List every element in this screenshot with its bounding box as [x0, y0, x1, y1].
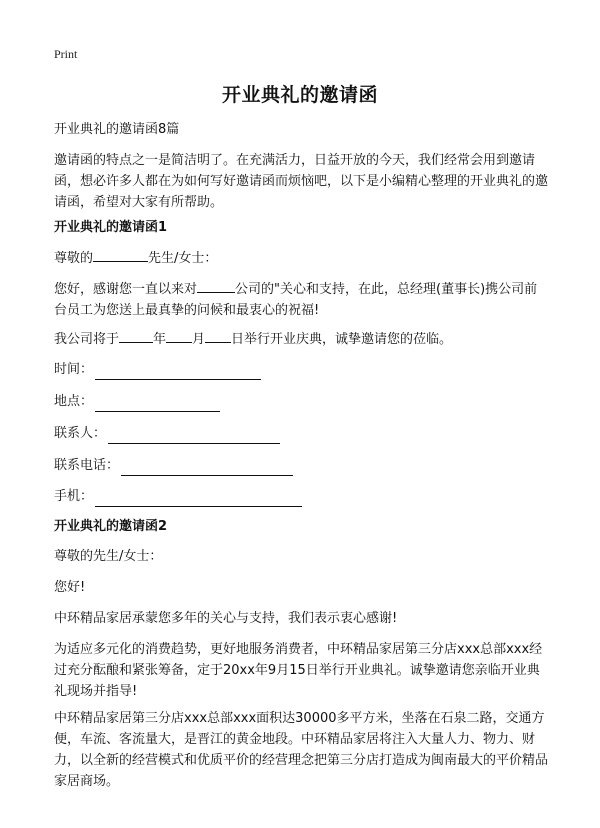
day-blank [205, 328, 231, 343]
field-location [54, 391, 552, 412]
letter2-paragraph1: 中环精品家居承蒙您多年的关心与支持，我们表示衷心感谢! [54, 611, 398, 626]
field-location-line [95, 396, 220, 412]
letter1-heading: 开业典礼的邀请函1 [54, 220, 168, 235]
print-link[interactable]: Print [54, 47, 78, 61]
field-time [54, 359, 552, 380]
field-phone [54, 455, 552, 476]
letter1-greeting-suffix: 先生/女士： [148, 251, 218, 266]
year-blank [119, 328, 153, 343]
document-subtitle: 开业典礼的邀请函8篇 [54, 122, 180, 137]
field-mobile-label: 手机： [54, 489, 94, 504]
letter2-heading: 开业典礼的邀请函2 [54, 519, 168, 534]
field-location-label: 地点： [54, 394, 94, 409]
field-phone-line [121, 460, 293, 476]
letter1-p1-suffix: 公司的"关心和支持，在此，总经理(董事长)携公司前台员工为您送上最真挚的问候和最衷心的祝福! [54, 282, 538, 318]
letter2-hello: 您好! [54, 580, 86, 595]
month-blank [166, 328, 192, 343]
field-phone-label: 联系电话： [54, 458, 120, 473]
letter1-p2-a: 我公司将于 [54, 332, 120, 347]
letter2-paragraph3: 中环精品家居第三分店xxx总部xxx面积达30000多平方米，坐落在石泉二路，交通方便，车流、客流量大，是晋江的黄金地段。中环精品家居将注入大量人力、物力、财力，以全新的经营模式和优质平价的经营理念把第三分店打造成为闽南最大的平价精品家居商场。 [54, 711, 549, 789]
field-mobile-line [95, 491, 302, 507]
field-contact [54, 423, 552, 444]
letter1-p2-d: 日举行开业庆典，诚挚邀请您的莅临。 [231, 332, 453, 347]
page-title: 开业典礼的邀请函 [221, 84, 378, 106]
letter1-greeting-prefix: 尊敬的 [54, 251, 94, 266]
field-mobile [54, 486, 552, 507]
field-time-line [95, 364, 261, 380]
field-contact-line [108, 428, 280, 444]
letter1-p1-prefix: 您好，感谢您一直以来对 [54, 282, 198, 297]
letter1-p2-b: 年 [153, 332, 167, 347]
company-name-blank [197, 278, 235, 293]
letter1-p2-c: 月 [192, 332, 206, 347]
letter2-paragraph2: 为适应多元化的消费趋势，更好地服务消费者，中环精品家居第三分店xxx总部xxx经过充分酝酿和紧张筹备，定于20xx年9月15日举行开业典礼。诚挚邀请您亲临开业典礼现场并指导! [54, 642, 543, 699]
letter1-paragraph2 [54, 328, 552, 350]
intro-paragraph: 邀请函的特点之一是简洁明了。在充满活力，日益开放的今天，我们经常会用到邀请函，想必许多人都在为如何写好邀请函而烦恼吧，以下是小编精心整理的开业典礼的邀请函，希望对大家有所帮助。 [54, 153, 549, 210]
field-time-label: 时间： [54, 362, 94, 377]
letter1-paragraph1 [54, 278, 550, 321]
recipient-name-blank [93, 247, 148, 262]
field-contact-label: 联系人： [54, 426, 107, 441]
letter1-greeting [54, 247, 552, 269]
letter2-greeting: 尊敬的先生/女士： [54, 549, 163, 564]
